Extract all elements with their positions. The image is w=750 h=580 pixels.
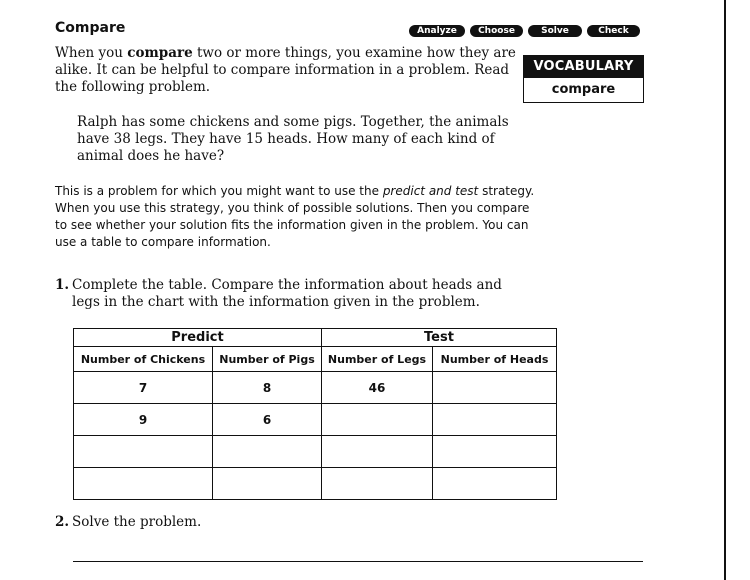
- cell-chickens[interactable]: [74, 468, 213, 500]
- column-header-legs: Number of Legs: [322, 347, 433, 372]
- intro-text-start: When you: [55, 45, 128, 61]
- cell-pigs[interactable]: 6: [213, 404, 322, 436]
- cell-heads[interactable]: [433, 468, 557, 500]
- step-solve-badge: Solve: [528, 25, 582, 37]
- cell-legs[interactable]: [322, 404, 433, 436]
- cell-pigs[interactable]: 8: [213, 372, 322, 404]
- vocabulary-word: compare: [524, 78, 643, 102]
- cell-legs[interactable]: [322, 436, 433, 468]
- cell-legs[interactable]: 46: [322, 372, 433, 404]
- strategy-text-start: This is a problem for which you might want to use the: [55, 184, 383, 198]
- step-check-badge: Check: [587, 25, 640, 37]
- table-row: [74, 468, 557, 500]
- strategy-paragraph: [55, 183, 535, 251]
- question-2-text: Solve the problem.: [72, 514, 202, 530]
- test-group-header: Test: [322, 329, 557, 347]
- cell-chickens[interactable]: [74, 436, 213, 468]
- cell-heads[interactable]: [433, 404, 557, 436]
- table-row: [74, 372, 557, 404]
- step-analyze-badge: Analyze: [409, 25, 465, 37]
- page-edge: [724, 0, 726, 580]
- cell-chickens[interactable]: 9: [74, 404, 213, 436]
- question-2: [55, 514, 201, 531]
- question-1-line-2: legs in the chart with the information given in the problem.: [72, 294, 480, 310]
- question-1: [55, 277, 515, 311]
- question-1-number: 1.: [55, 277, 70, 293]
- predict-test-table: [73, 328, 557, 500]
- column-header-chickens: Number of Chickens: [74, 347, 213, 372]
- cell-pigs[interactable]: [213, 468, 322, 500]
- strategy-emphasis: predict and test: [382, 184, 479, 198]
- column-header-heads: Number of Heads: [433, 347, 557, 372]
- answer-line[interactable]: [73, 561, 643, 562]
- step-choose-badge: Choose: [470, 25, 523, 37]
- strategy-text-end: strategy. When you use this strategy, you think of possible solutions. Then you compare to see whether your solution fits the information given in the problem. You can use a table to compare information.: [55, 184, 535, 249]
- question-1-line-1: Complete the table. Compare the information about heads and: [72, 277, 502, 293]
- word-problem: Ralph has some chickens and some pigs. Together, the animals have 38 legs. They have 15 heads. How many of each kind of animal does he have?: [77, 114, 509, 164]
- table-row: [74, 404, 557, 436]
- strategy-steps: [409, 25, 640, 37]
- page-title: Compare: [55, 20, 126, 36]
- vocabulary-box: [523, 55, 644, 103]
- vocabulary-heading: VOCABULARY: [524, 56, 643, 78]
- cell-legs[interactable]: [322, 468, 433, 500]
- cell-chickens[interactable]: 7: [74, 372, 213, 404]
- column-header-pigs: Number of Pigs: [213, 347, 322, 372]
- intro-text-end: two or more things, you examine how they are alike. It can be helpful to compare information in a problem. Read the following problem.: [55, 45, 516, 95]
- cell-pigs[interactable]: [213, 436, 322, 468]
- intro-paragraph: [55, 45, 525, 96]
- intro-keyword: compare: [127, 45, 193, 61]
- question-2-number: 2.: [55, 514, 70, 530]
- cell-heads[interactable]: [433, 436, 557, 468]
- cell-heads[interactable]: [433, 372, 557, 404]
- predict-group-header: Predict: [74, 329, 322, 347]
- table-row: [74, 436, 557, 468]
